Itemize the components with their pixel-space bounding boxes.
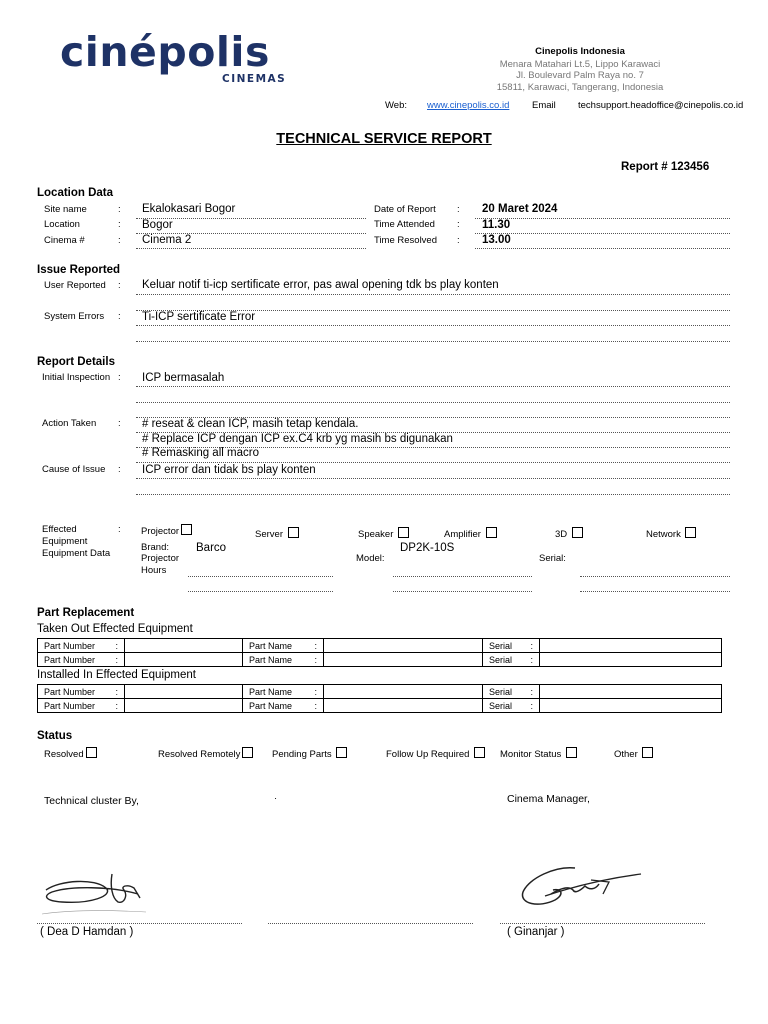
cinema-number-value: Cinema 2 <box>142 234 192 246</box>
checkbox-box[interactable] <box>572 527 583 538</box>
colon: : <box>115 700 118 711</box>
part-name-label: Part Name <box>249 686 293 697</box>
system-errors-value: Ti-ICP sertificate Error <box>142 311 256 323</box>
projector-option-label: Projector <box>141 526 180 537</box>
table-cell <box>243 653 324 667</box>
site-name-value: Ekalokasari Bogor <box>142 203 236 215</box>
pending-parts-option-label: Pending Parts <box>272 749 332 760</box>
table-cell <box>38 699 125 713</box>
checkbox-box[interactable] <box>566 747 577 758</box>
serial-field[interactable] <box>540 639 722 653</box>
table-cell <box>38 685 125 699</box>
divider <box>188 591 333 592</box>
taken-out-subheading: Taken Out Effected Equipment <box>37 623 193 635</box>
brand-value: Barco <box>196 542 227 554</box>
colon: : <box>118 418 121 429</box>
colon: : <box>118 235 121 246</box>
resolved-remotely-checkbox[interactable] <box>158 747 253 760</box>
company-address-line-1: Menara Matahari Lt.5, Lippo Karawaci <box>499 59 661 70</box>
other-option-label: Other <box>614 749 638 760</box>
divider <box>136 386 730 387</box>
3d-option-label: 3D <box>555 529 568 540</box>
network-option-label: Network <box>646 529 681 540</box>
other-checkbox[interactable] <box>614 747 653 760</box>
time-attended-value: 11.30 <box>482 219 511 231</box>
cause-of-issue-value: ICP error dan tidak bs play konten <box>142 464 316 476</box>
installed-subheading: Installed In Effected Equipment <box>37 669 196 681</box>
technician-name: ( Dea D Hamdan ) <box>40 926 134 938</box>
date-of-report-label: Date of Report <box>374 204 436 215</box>
issue-heading: Issue Reported <box>37 264 121 276</box>
resolved-checkbox[interactable] <box>44 747 97 760</box>
manager-signature <box>515 860 645 915</box>
table-row <box>38 699 722 713</box>
table-cell <box>243 699 324 713</box>
hours-label-line: Hours <box>141 565 167 576</box>
initial-inspection-value: ICP bermasalah <box>142 372 225 384</box>
middle-mark: · <box>274 793 278 804</box>
divider <box>393 591 532 592</box>
colon: : <box>314 640 317 651</box>
cinema-manager-label: Cinema Manager, <box>507 793 590 805</box>
projector-checkbox[interactable] <box>141 524 192 537</box>
technician-signature-line <box>37 923 242 924</box>
follow-up-option-label: Follow Up Required <box>386 749 470 760</box>
table-row <box>38 639 722 653</box>
amplifier-checkbox[interactable] <box>444 527 497 540</box>
divider <box>136 478 730 479</box>
cinepolis-logo-subtitle: CINEMAS <box>222 73 287 85</box>
cinepolis-logo: cinépolis <box>60 28 270 76</box>
colon: : <box>118 204 121 215</box>
divider <box>188 576 333 577</box>
serial-label: Serial <box>489 700 513 711</box>
date-of-report-value: 20 Maret 2024 <box>482 203 558 215</box>
company-address-line-2: Jl. Boulevard Palm Raya no. 7 <box>516 70 644 81</box>
hours-label-line: Projector <box>141 553 180 564</box>
divider <box>136 341 730 342</box>
manager-signature-line <box>500 923 705 924</box>
effected-label-line: Effected <box>42 524 77 535</box>
table-cell <box>243 639 324 653</box>
email-address: techsupport.headoffice@cinepolis.co.id <box>578 100 744 111</box>
technical-cluster-label: Technical cluster By, <box>44 795 139 807</box>
colon: : <box>118 524 121 535</box>
part-number-label: Part Number <box>44 686 96 697</box>
time-resolved-value: 13.00 <box>482 234 511 246</box>
resolved-option-label: Resolved <box>44 749 84 760</box>
colon: : <box>118 219 121 230</box>
table-cell <box>483 685 540 699</box>
part-name-label: Part Name <box>249 654 293 665</box>
report-details-heading: Report Details <box>37 356 115 368</box>
colon: : <box>314 686 317 697</box>
time-attended-label: Time Attended <box>374 219 435 230</box>
monitor-status-checkbox[interactable] <box>500 747 577 760</box>
divider <box>475 218 730 219</box>
pending-parts-checkbox[interactable] <box>272 747 347 760</box>
model-label: Model: <box>356 553 385 564</box>
colon: : <box>118 372 121 383</box>
part-number-field[interactable] <box>125 699 243 713</box>
part-number-label: Part Number <box>44 640 96 651</box>
divider <box>136 402 730 403</box>
colon: : <box>457 204 460 215</box>
serial-label: Serial <box>489 640 513 651</box>
web-link[interactable]: www.cinepolis.co.id <box>427 100 510 111</box>
site-name-label: Site name <box>44 204 87 215</box>
speaker-checkbox[interactable] <box>358 527 409 540</box>
user-reported-value: Keluar notif ti-icp sertificate error, pas awal opening tdk bs play konten <box>142 279 499 291</box>
report-number: Report # 123456 <box>621 161 710 173</box>
system-errors-label: System Errors <box>44 311 105 322</box>
colon: : <box>314 700 317 711</box>
time-resolved-label: Time Resolved <box>374 235 438 246</box>
witness-signature-line <box>268 923 473 924</box>
serial-label: Serial <box>489 654 513 665</box>
taken-out-parts-table <box>37 638 722 667</box>
company-address-line-3: 15811, Karawaci, Tangerang, Indonesia <box>496 82 664 93</box>
effected-equipment-label <box>42 524 110 560</box>
part-name-field[interactable] <box>324 653 483 667</box>
effected-label-line: Equipment <box>42 536 88 547</box>
table-cell <box>483 653 540 667</box>
serial-label: Serial <box>489 686 513 697</box>
part-name-field[interactable] <box>324 699 483 713</box>
user-reported-label: User Reported <box>44 280 106 291</box>
report-title: TECHNICAL SERVICE REPORT <box>276 131 492 147</box>
colon: : <box>118 464 121 475</box>
table-cell <box>38 653 125 667</box>
serial-field[interactable] <box>540 699 722 713</box>
divider <box>475 248 730 249</box>
checkbox-box[interactable] <box>474 747 485 758</box>
location-value: Bogor <box>142 219 173 231</box>
table-cell <box>243 685 324 699</box>
part-number-field[interactable] <box>125 685 243 699</box>
projector-hours-label <box>141 553 179 577</box>
action-taken-label: Action Taken <box>42 418 97 429</box>
initial-inspection-label: Initial Inspection <box>42 372 111 383</box>
table-row <box>38 685 722 699</box>
serial-field[interactable] <box>540 685 722 699</box>
colon: : <box>530 700 533 711</box>
part-replacement-heading: Part Replacement <box>37 607 135 619</box>
manager-name: ( Ginanjar ) <box>507 926 565 938</box>
part-name-label: Part Name <box>249 640 293 651</box>
checkbox-box[interactable] <box>242 747 253 758</box>
company-name: Cinepolis Indonesia <box>535 46 625 57</box>
divider <box>393 576 532 577</box>
part-name-field[interactable] <box>324 639 483 653</box>
part-number-field[interactable] <box>125 653 243 667</box>
colon: : <box>115 640 118 651</box>
colon: : <box>115 686 118 697</box>
divider <box>136 294 730 295</box>
follow-up-checkbox[interactable] <box>386 747 485 760</box>
model-value: DP2K-10S <box>400 542 455 554</box>
colon: : <box>118 280 121 291</box>
colon: : <box>457 235 460 246</box>
network-checkbox[interactable] <box>646 527 696 540</box>
table-cell <box>483 639 540 653</box>
location-label: Location <box>44 219 80 230</box>
checkbox-box[interactable] <box>398 527 409 538</box>
brand-label: Brand: <box>141 542 169 553</box>
server-option-label: Server <box>255 529 283 540</box>
colon: : <box>457 219 460 230</box>
colon: : <box>314 654 317 665</box>
colon: : <box>530 686 533 697</box>
divider <box>580 576 730 577</box>
action-taken-line: # Replace ICP dengan ICP ex.C4 krb yg masih bs digunakan <box>142 433 453 445</box>
checkbox-box[interactable] <box>642 747 653 758</box>
cause-of-issue-label: Cause of Issue <box>42 464 106 475</box>
effected-label-line: Equipment Data <box>42 548 111 559</box>
serial-label: Serial: <box>539 553 566 564</box>
checkbox-box[interactable] <box>86 747 97 758</box>
status-heading: Status <box>37 730 73 742</box>
checkbox-box[interactable] <box>288 527 299 538</box>
serial-field[interactable] <box>540 653 722 667</box>
divider <box>580 591 730 592</box>
action-taken-line: # reseat & clean ICP, masih tetap kendala. <box>142 418 359 430</box>
divider <box>136 494 730 495</box>
action-taken-line: # Remasking all macro <box>142 447 259 459</box>
server-checkbox[interactable] <box>255 527 299 540</box>
checkbox-box[interactable] <box>685 527 696 538</box>
amplifier-option-label: Amplifier <box>444 529 481 540</box>
installed-parts-table <box>37 684 722 713</box>
part-name-field[interactable] <box>324 685 483 699</box>
colon: : <box>115 654 118 665</box>
table-row <box>38 653 722 667</box>
email-label: Email <box>532 100 556 111</box>
resolved-remotely-option-label: Resolved Remotely <box>158 749 241 760</box>
checkbox-box[interactable] <box>181 524 192 535</box>
part-number-label: Part Number <box>44 654 96 665</box>
divider <box>475 233 730 234</box>
location-heading: Location Data <box>37 187 114 199</box>
colon: : <box>118 311 121 322</box>
colon: : <box>530 654 533 665</box>
speaker-option-label: Speaker <box>358 529 394 540</box>
web-label: Web: <box>385 100 408 111</box>
table-cell <box>38 639 125 653</box>
technician-signature <box>40 868 150 918</box>
part-name-label: Part Name <box>249 700 293 711</box>
part-number-field[interactable] <box>125 639 243 653</box>
3d-checkbox[interactable] <box>555 527 583 540</box>
monitor-status-option-label: Monitor Status <box>500 749 562 760</box>
checkbox-box[interactable] <box>336 747 347 758</box>
divider <box>136 462 730 463</box>
divider <box>136 248 366 249</box>
cinema-number-label: Cinema # <box>44 235 85 246</box>
colon: : <box>530 640 533 651</box>
divider <box>136 325 730 326</box>
table-cell <box>483 699 540 713</box>
part-number-label: Part Number <box>44 700 96 711</box>
checkbox-box[interactable] <box>486 527 497 538</box>
